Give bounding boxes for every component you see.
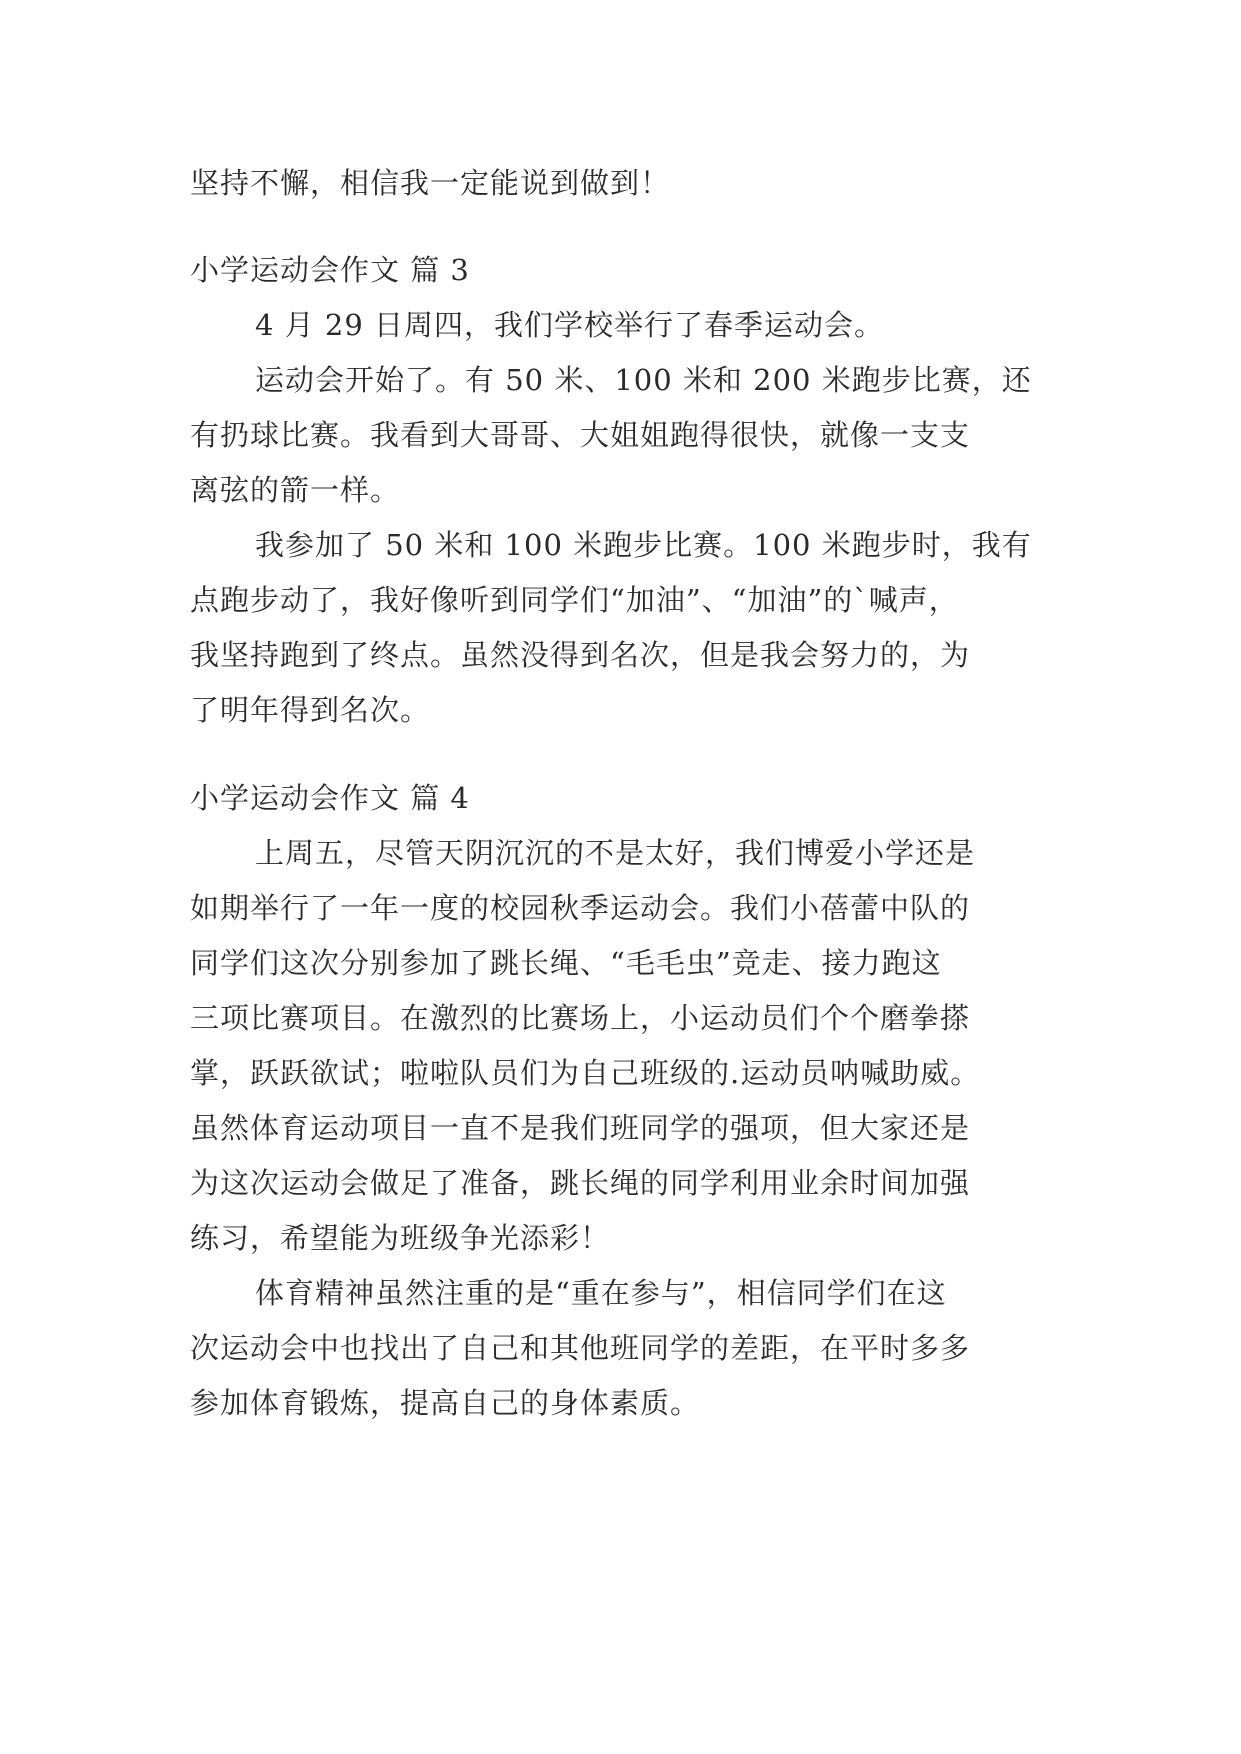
paragraph-line: 离弦的箭一样。 bbox=[190, 473, 401, 507]
paragraph-line: 上周五，尽管天阴沉沉的不是太好，我们博爱小学还是 bbox=[255, 836, 976, 870]
paragraph-line: 如期举行了一年一度的校园秋季运动会。我们小蓓蕾中队的 bbox=[190, 891, 971, 925]
paragraph-line: 为这次运动会做足了准备，跳长绳的同学利用业余时间加强 bbox=[190, 1166, 971, 1200]
paragraph-line: 我坚持跑到了终点。虽然没得到名次，但是我会努力的，为 bbox=[190, 638, 971, 672]
paragraph-line: 坚持不懈，相信我一定能说到做到！ bbox=[190, 166, 671, 200]
paragraph-line: 练习，希望能为班级争光添彩！ bbox=[190, 1221, 611, 1255]
paragraph-line: 虽然体育运动项目一直不是我们班同学的强项，但大家还是 bbox=[190, 1111, 971, 1145]
section-heading: 小学运动会作文 篇 3 bbox=[190, 253, 470, 287]
paragraph-line: 运动会开始了。有 50 米、100 米和 200 米跑步比赛，还 bbox=[255, 363, 1032, 397]
paragraph-line: 参加体育锻炼，提高自己的身体素质。 bbox=[190, 1386, 701, 1420]
paragraph-line: 有扔球比赛。我看到大哥哥、大姐姐跑得很快，就像一支支 bbox=[190, 418, 971, 452]
paragraph-line: 我参加了 50 米和 100 米跑步比赛。100 米跑步时，我有 bbox=[255, 528, 1032, 562]
paragraph-line: 同学们这次分别参加了跳长绳、“毛毛虫”竞走、接力跑这 bbox=[190, 946, 942, 980]
paragraph-line: 三项比赛项目。在激烈的比赛场上，小运动员们个个磨拳搽 bbox=[190, 1001, 971, 1035]
paragraph-line: 体育精神虽然注重的是“重在参与”，相信同学们在这 bbox=[255, 1276, 947, 1310]
paragraph-line: 4 月 29 日周四，我们学校举行了春季运动会。 bbox=[255, 308, 885, 342]
section-heading: 小学运动会作文 篇 4 bbox=[190, 781, 470, 815]
paragraph-line: 掌，跃跃欲试；啦啦队员们为自己班级的.运动员呐喊助威。 bbox=[190, 1056, 981, 1090]
paragraph-line: 了明年得到名次。 bbox=[190, 693, 431, 727]
paragraph-line: 次运动会中也找出了自己和其他班同学的差距，在平时多多 bbox=[190, 1331, 971, 1365]
paragraph-line: 点跑步动了，我好像听到同学们“加油”、“加油”的`喊声， bbox=[190, 583, 959, 617]
